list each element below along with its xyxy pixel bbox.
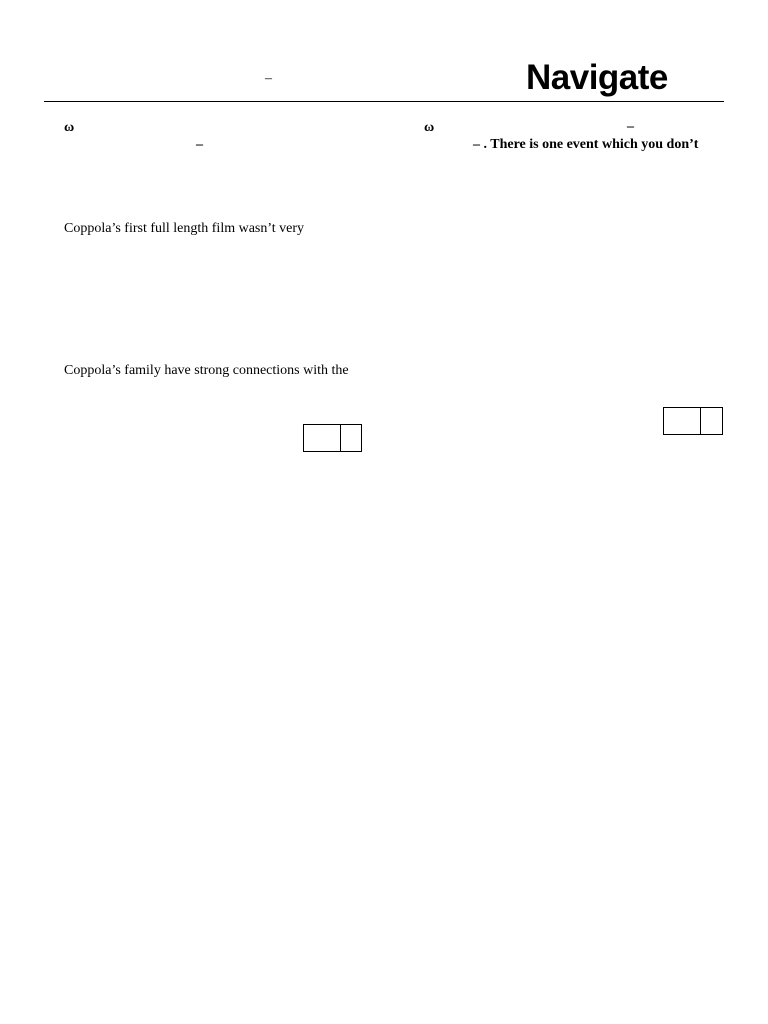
brand-logo: Navigate [526,58,668,97]
header-rule [44,101,724,102]
answer-box-right[interactable] [663,407,723,435]
question-2-text: Coppola’s family have strong connections with the [64,363,349,378]
answer-box-left[interactable] [303,424,362,452]
instruction-bullet-left: ω [64,120,75,135]
question-1-text: Coppola’s first full length film wasn’t very [64,221,305,236]
answer-cell-mark[interactable] [700,408,722,434]
answer-cell-letter[interactable] [304,425,340,451]
instruction-bullet-right: ω [424,120,435,135]
instruction-text-right: – . There is one event which you don’t [473,137,699,152]
instruction-dash-left: – [196,137,203,152]
instruction-dash-right: – [627,119,634,134]
header-dash: – [265,71,272,86]
answer-cell-letter[interactable] [664,408,700,434]
answer-cell-mark[interactable] [340,425,361,451]
